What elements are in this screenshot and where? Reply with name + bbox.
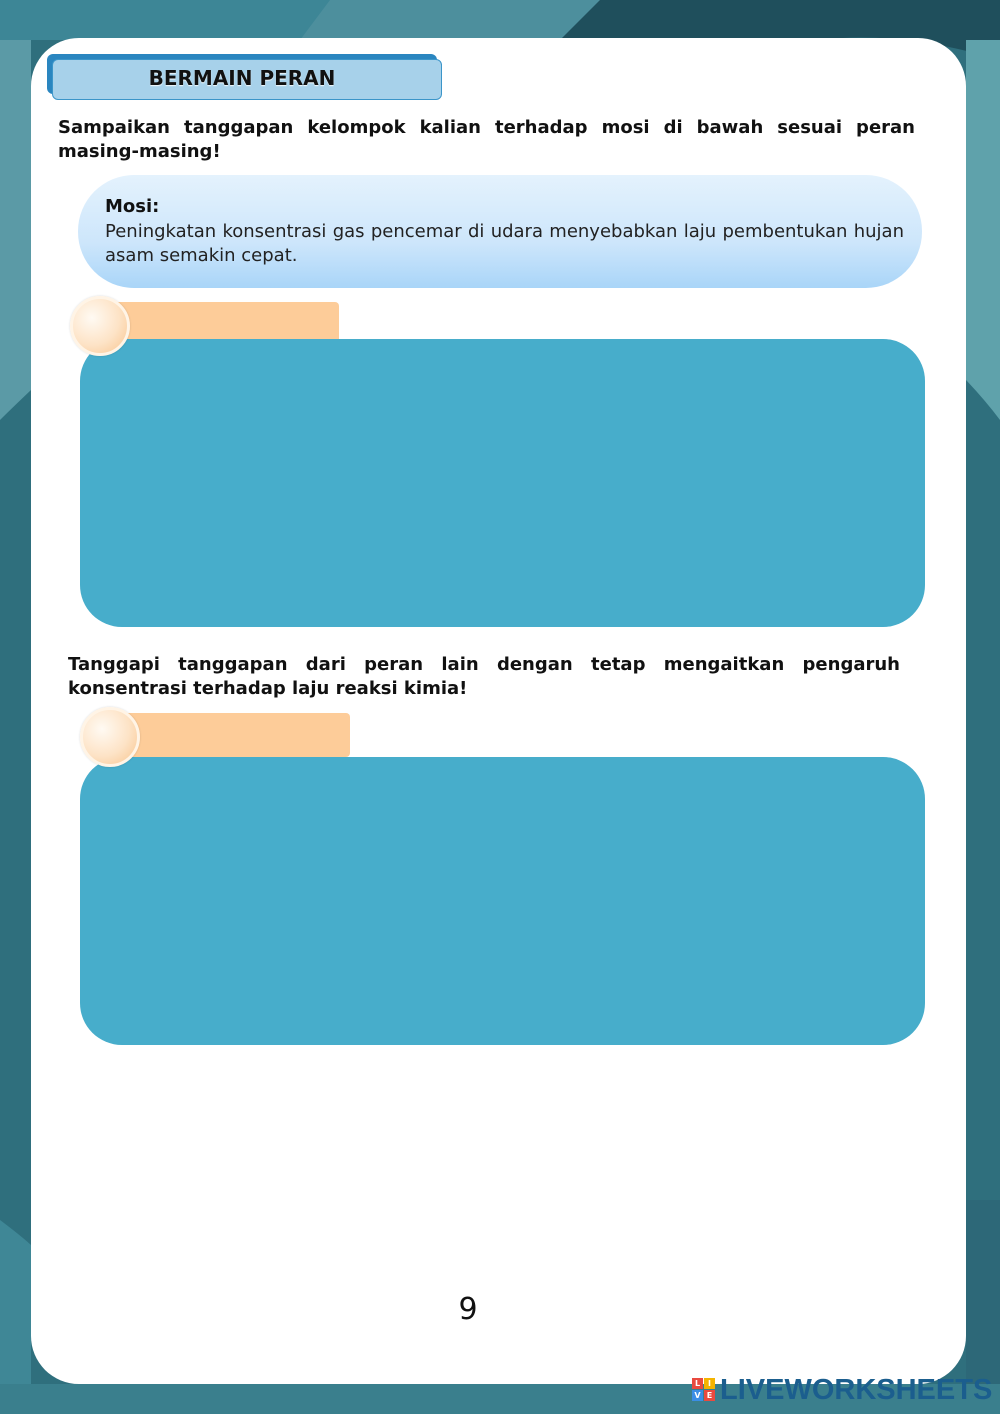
mosi-label: Mosi:	[105, 196, 160, 217]
answer-area-2[interactable]	[80, 757, 925, 1045]
brand-watermark	[692, 1374, 992, 1406]
page-title: BERMAIN PERAN	[148, 66, 336, 90]
mosi-text: Peningkatan konsentrasi gas pencemar di udara menyebabkan laju pembentukan hujan asam semakin cepat.	[105, 221, 904, 266]
answer-area-1[interactable]	[80, 339, 925, 627]
instruction-1: Sampaikan tanggapan kelompok kalian terhadap mosi di bawah sesuai peran masing-masing!	[58, 117, 915, 162]
role-circle-2	[80, 707, 140, 767]
page-number: 9	[458, 1292, 478, 1327]
role-circle-1	[70, 296, 130, 356]
instruction-2: Tanggapi tanggapan dari peran lain dengan tetap mengaitkan pengaruh konsentrasi terhadap laju reaksi kimia!	[68, 654, 900, 699]
title-tab	[47, 54, 442, 98]
role-tag-2	[108, 713, 350, 757]
liveworksheets-logo-icon: L I V E	[692, 1378, 716, 1402]
brand-text: LIVEWORKSHEETS	[720, 1373, 993, 1406]
